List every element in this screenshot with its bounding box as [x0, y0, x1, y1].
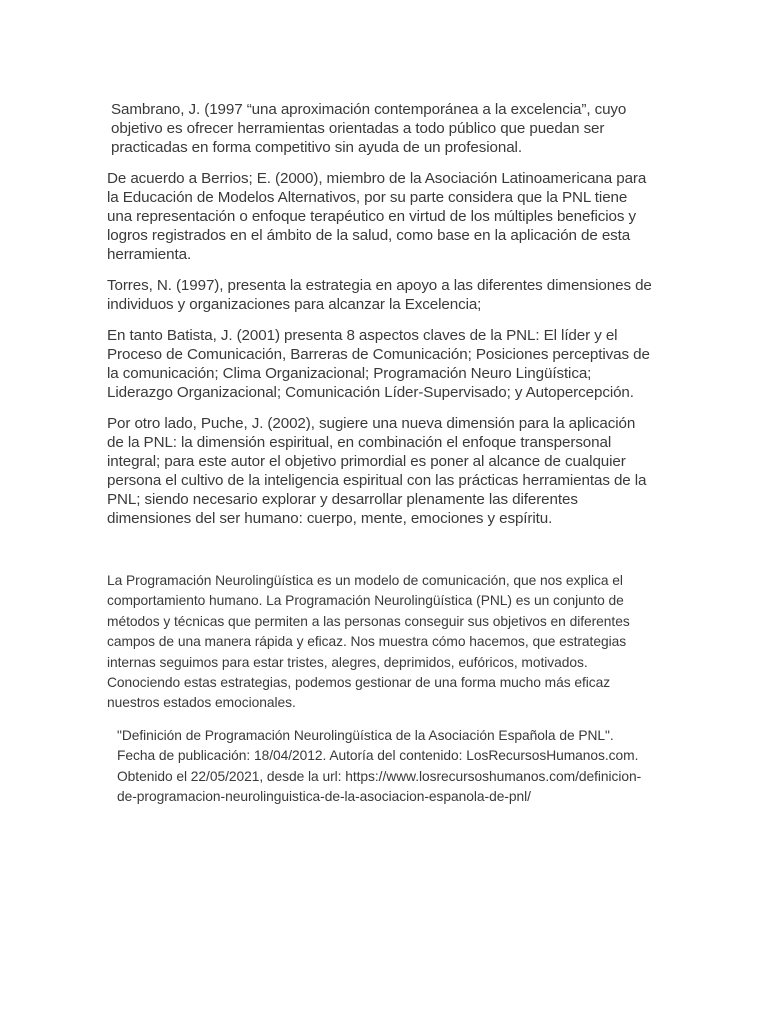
literature-review-section	[107, 100, 655, 528]
paragraph-berrios: De acuerdo a Berrios; E. (2000), miembro de la Asociación Latinoamericana para la Educación de Modelos Alternativos, por su parte considera que la PNL tiene una representación o enfoque terapéutico en virtud de los múltiples beneficios y logros registrados en el ámbito de la salud, como base en la aplicación de esta herramienta.	[107, 170, 647, 263]
paragraph-sambrano: Sambrano, J. (1997 “una aproximación contemporánea a la excelencia”, cuyo objetivo es ofrecer herramientas orientadas a todo público que puedan ser practicadas en forma competitivo sin ayuda de un profesional.	[111, 101, 627, 156]
paragraph-batista: En tanto Batista, J. (2001) presenta 8 aspectos claves de la PNL: El líder y el Proceso de Comunicación, Barreras de Comunicación; Posiciones perceptivas de la comunicación; Clima Organizacional; Programación Neuro Lingüística; Liderazgo Organizacional; Comunicación Líder-Supervisado; y Autopercepción.	[107, 327, 650, 401]
paragraph-torres: Torres, N. (1997), presenta la estrategia en apoyo a las diferentes dimensiones de individuos y organizaciones para alcanzar la Excelencia;	[107, 277, 652, 313]
definition-section	[107, 571, 655, 807]
paragraph-citation: "Definición de Programación Neurolingüística de la Asociación Española de PNL". Fecha de publicación: 18/04/2012. Autoría del contenido: LosRecursosHumanos.com. Obtenido el 22/05/2021, desde la url: https://www.losrecursoshumanos.com/definicion-de-programacion-neurolinguistica-de-la-asociacion-espanola-de-pnl/	[117, 727, 642, 805]
paragraph-definition: La Programación Neurolingüística es un modelo de comunicación, que nos explica el comportamiento humano. La Programación Neurolingüística (PNL) es un conjunto de métodos y técnicas que permiten a las personas conseguir sus objetivos en diferentes campos de una manera rápida y eficaz. Nos muestra cómo hacemos, que estrategias internas seguimos para estar tristes, alegres, deprimidos, eufóricos, motivados. Conociendo estas estrategias, podemos gestionar de una forma mucho más eficaz nuestros estados emocionales.	[107, 573, 630, 711]
document-page	[107, 100, 655, 807]
paragraph-puche: Por otro lado, Puche, J. (2002), sugiere una nueva dimensión para la aplicación de la PNL: la dimensión espiritual, en combinación el enfoque transpersonal integral; para este autor el objetivo primordial es poner al alcance de cualquier persona el cultivo de la inteligencia espiritual con las prácticas herramientas de la PNL; siendo necesario explorar y desarrollar plenamente las diferentes dimensiones del ser humano: cuerpo, mente, emociones y espíritu.	[107, 415, 647, 527]
